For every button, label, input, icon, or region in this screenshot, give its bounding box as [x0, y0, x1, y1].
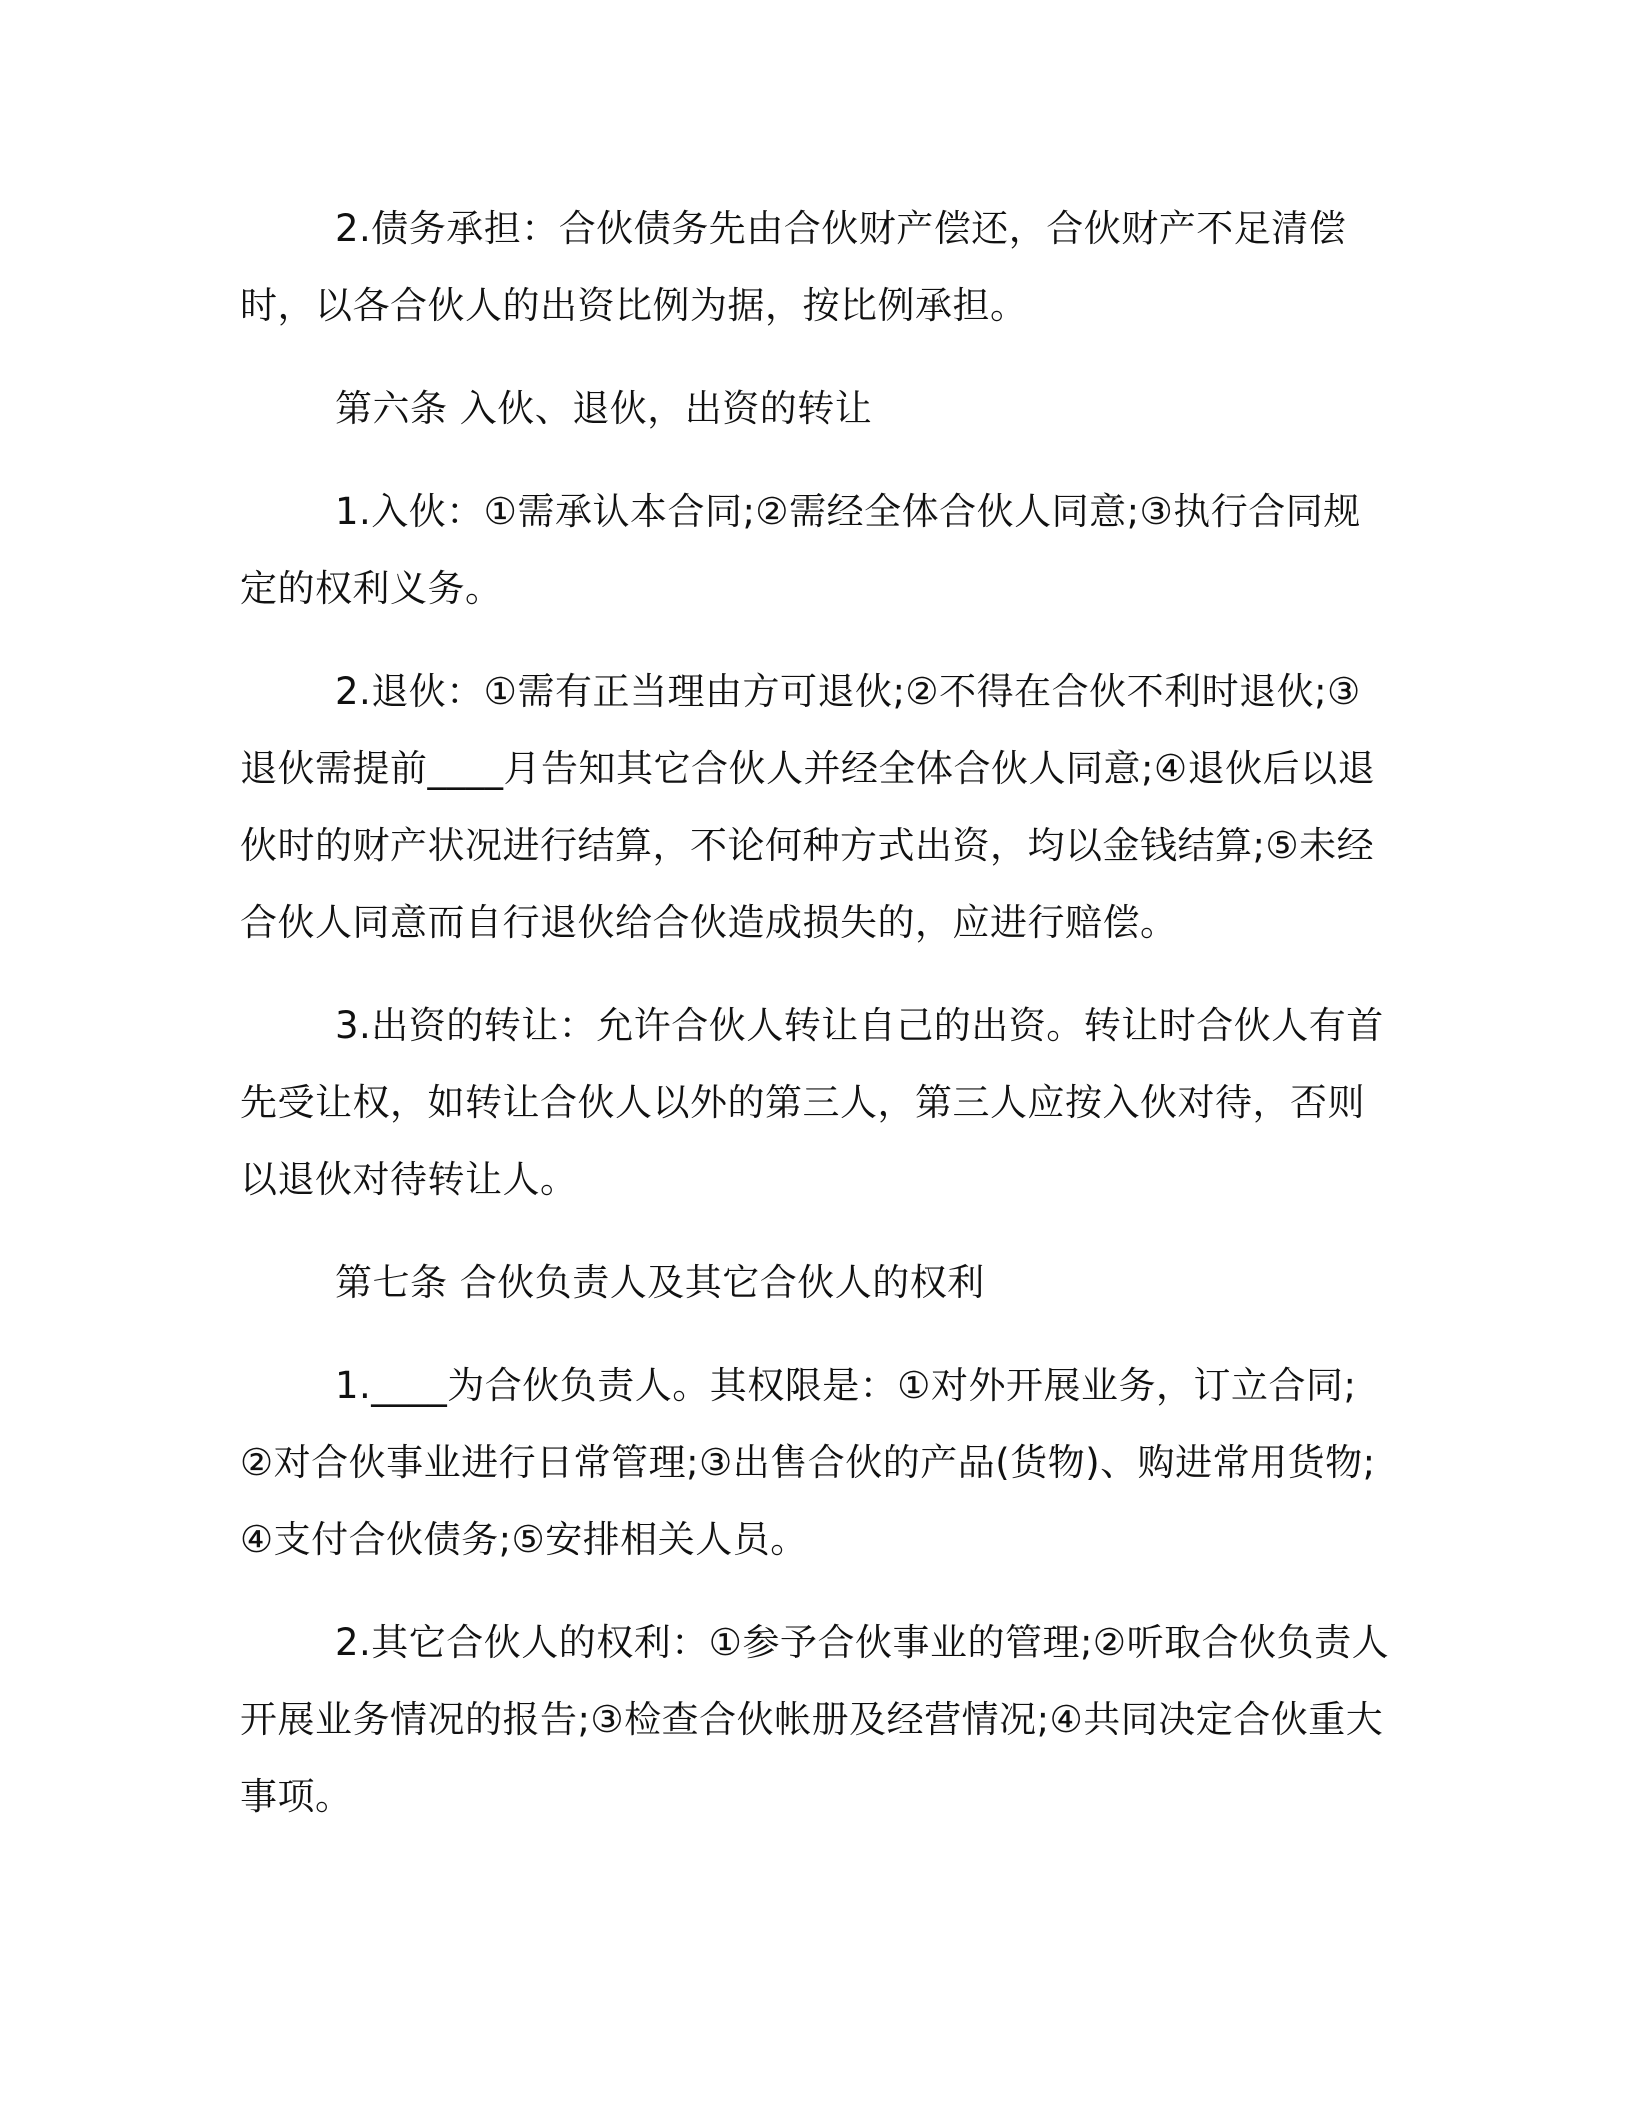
- paragraph-capital-transfer: 3.出资的转让：允许合伙人转让自己的出资。转让时合伙人有首先受让权，如转让合伙人以外的第三人，第三人应按入伙对待，否则以退伙对待转让人。: [240, 1004, 1384, 1201]
- paragraph-partnership-leader: 1.____为合伙负责人。其权限是：①对外开展业务，订立合同;②对合伙事业进行日常管理;③出售合伙的产品(货物)、购进常用货物;④支付合伙债务;⑤安排相关人员。: [240, 1364, 1376, 1561]
- article-7-heading: 第七条 合伙负责人及其它合伙人的权利: [335, 1261, 985, 1304]
- paragraph-other-partner-rights: 2.其它合伙人的权利：①参予合伙事业的管理;②听取合伙负责人开展业务情况的报告;③检查合伙帐册及经营情况;④共同决定合伙重大事项。: [240, 1621, 1390, 1818]
- paragraph-joining: 1.入伙：①需承认本合同;②需经全体合伙人同意;③执行合同规定的权利义务。: [240, 490, 1361, 610]
- paragraph-withdrawal: 2.退伙：①需有正当理由方可退伙;②不得在合伙不利时退伙;③退伙需提前____月告知其它合伙人并经全体合伙人同意;④退伙后以退伙时的财产状况进行结算，不论何种方式出资，均以金钱结算;⑤未经合伙人同意而自行退伙给合伙造成损失的，应进行赔偿。: [240, 670, 1376, 944]
- document-body: [240, 190, 1390, 1861]
- paragraph-debt-liability: 2.债务承担：合伙债务先由合伙财产偿还，合伙财产不足清偿时，以各合伙人的出资比例为据，按比例承担。: [240, 207, 1347, 327]
- article-6-heading: 第六条 入伙、退伙，出资的转让: [335, 387, 873, 430]
